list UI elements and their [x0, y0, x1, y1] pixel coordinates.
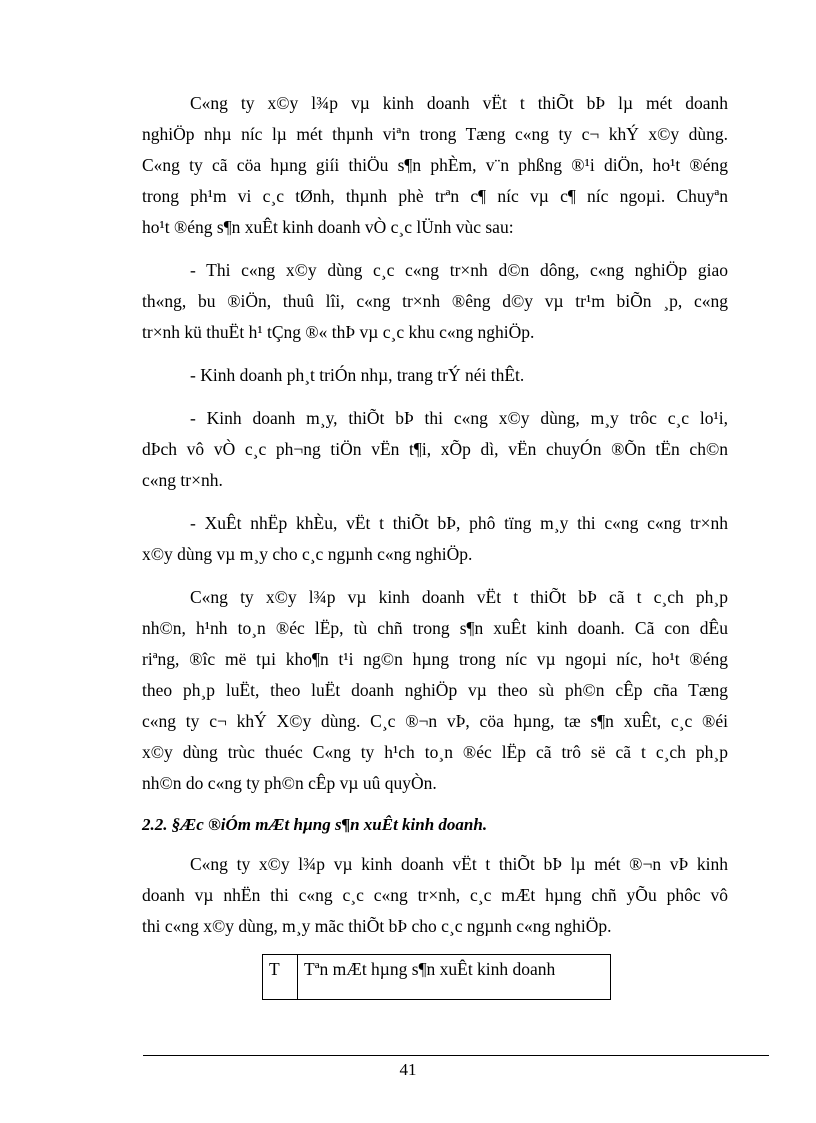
table-header-row [263, 955, 611, 1000]
text-line: th«ng, bu ®iÖn, thuû lîi, c«ng tr×nh ®êng d©y vµ tr¹m biÕn ¸p, c«ng [142, 291, 728, 311]
text-line: C«ng ty x©y l¾p vµ kinh doanh vËt t thiÕt bÞ lµ mét ®¬n vÞ kinh [190, 854, 728, 874]
text-line: theo ph¸p luËt, theo luËt doanh nghiÖp vµ theo sù ph©n cÊp cña Tæng [142, 680, 728, 700]
section-heading: 2.2. §Æc ®iÓm mÆt hµng s¶n xuÊt kinh doanh. [142, 815, 488, 834]
page-number: 41 [399, 1060, 417, 1079]
paragraph-activity-1 [142, 255, 728, 348]
text-line: C«ng ty x©y l¾p vµ kinh doanh vËt t thiÕt bÞ lµ mét doanh [190, 93, 728, 113]
text-line: thi c«ng x©y dùng, m¸y mãc thiÕt bÞ cho c¸c ngµnh c«ng nghiÖp. [142, 916, 612, 936]
text-line: trong ph¹m vi c¸c tØnh, thµnh phè trªn c¶ níc vµ c¶ níc ngoµi. Chuyªn [142, 186, 728, 206]
text-line: nh©n, h¹nh to¸n ®éc lËp, tù chñ trong s¶n xuÊt kinh doanh. Cã con dÊu [142, 618, 728, 638]
text-line: tr×nh kü thuËt h¹ tÇng ®« thÞ vµ c¸c khu c«ng nghiÖp. [142, 322, 535, 342]
text-line: - Kinh doanh ph¸t triÓn nhµ, trang trÝ néi thÊt. [190, 365, 525, 385]
paragraph-activity-4 [142, 508, 728, 570]
products-table [262, 954, 611, 1000]
paragraph-activity-3 [142, 403, 728, 496]
text-line: c«ng tr×nh. [142, 470, 223, 490]
table-header-cell-index: T [263, 955, 298, 1000]
products-table-wrapper [262, 954, 728, 1000]
text-line: x©y dùng vµ m¸y cho c¸c ngµnh c«ng nghiÖp. [142, 544, 473, 564]
text-line: c«ng ty c¬ khÝ X©y dùng. C¸c ®¬n vÞ, cöa hµng, tæ s¶n xuÊt, c¸c ®éi [142, 711, 728, 731]
paragraph-intro [142, 88, 728, 243]
text-line: nghiÖp nhµ níc lµ mét thµnh viªn trong Tæng c«ng ty c¬ khÝ x©y dùng. [142, 124, 728, 144]
text-line: doanh vµ nhËn thi c«ng c¸c c«ng tr×nh, c¸c mÆt hµng chñ yÕu phôc vô [142, 885, 728, 905]
text-line: C«ng ty x©y l¾p vµ kinh doanh vËt t thiÕt bÞ cã t c¸ch ph¸p [190, 587, 728, 607]
text-line: riªng, ®îc më tµi kho¶n t¹i ng©n hµng trong níc vµ ngoµi níc, ho¹t ®éng [142, 649, 728, 669]
text-line: - Thi c«ng x©y dùng c¸c c«ng tr×nh d©n dông, c«ng nghiÖp giao [190, 260, 728, 280]
paragraph-legal-status [142, 582, 728, 799]
text-line: C«ng ty cã cöa hµng giíi thiÖu s¶n phÈm, v¨n phßng ®¹i diÖn, ho¹t ®éng [142, 155, 728, 175]
table-header-cell-name: Tªn mÆt hµng s¶n xuÊt kinh doanh [298, 955, 611, 1000]
text-line: - Kinh doanh m¸y, thiÕt bÞ thi c«ng x©y dùng, m¸y trôc c¸c lo¹i, [190, 408, 728, 428]
document-body [142, 88, 728, 1000]
text-line: ho¹t ®éng s¶n xuÊt kinh doanh vÒ c¸c lÜnh vùc sau: [142, 217, 514, 237]
footer-divider [143, 1055, 769, 1056]
paragraph-products [142, 849, 728, 942]
paragraph-activity-2 [142, 360, 728, 391]
text-line: nh©n do c«ng ty ph©n cÊp vµ uû quyÒn. [142, 773, 437, 793]
text-line: dÞch vô vÒ c¸c ph¬ng tiÖn vËn t¶i, xÕp dì, vËn chuyÓn ®Õn tËn ch©n [142, 439, 728, 459]
text-line: - XuÊt nhËp khÈu, vËt t thiÕt bÞ, phô tïng m¸y thi c«ng c«ng tr×nh [190, 513, 728, 533]
text-line: x©y dùng trùc thuéc C«ng ty h¹ch to¸n ®éc lËp cã trô së cã t c¸ch ph¸p [142, 742, 728, 762]
